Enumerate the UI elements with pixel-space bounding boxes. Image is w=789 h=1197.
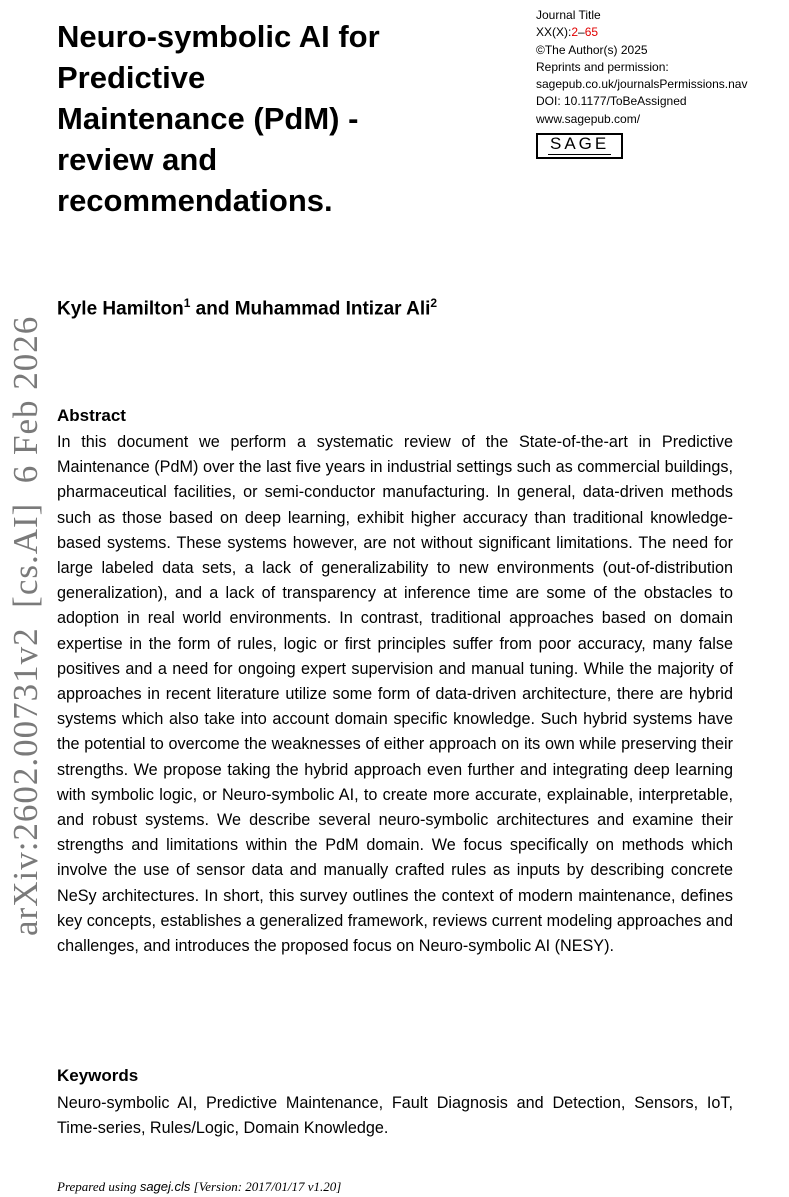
- paper-title: [57, 16, 380, 221]
- copyright-line: ©The Author(s) 2025: [536, 42, 648, 57]
- authors-connector: and: [190, 298, 235, 320]
- footer-version: [Version: 2017/01/17 v1.20]: [190, 1179, 342, 1194]
- footer-prefix: Prepared using: [57, 1179, 140, 1194]
- authors-line: [57, 296, 437, 320]
- title-line-4: review and: [57, 142, 218, 177]
- footer-note: [57, 1179, 341, 1195]
- permissions-url: sagepub.co.uk/journalsPermissions.nav: [536, 77, 748, 92]
- title-line-5: recommendations.: [57, 183, 333, 218]
- sage-logo-text: SAGE: [550, 134, 610, 154]
- title-line-1: Neuro-symbolic AI for: [57, 19, 380, 54]
- doi-line: DOI: 10.1177/ToBeAssigned: [536, 94, 687, 109]
- keywords-heading: Keywords: [57, 1066, 139, 1085]
- title-line-3: Maintenance (PdM) -: [57, 101, 359, 136]
- reprints-line: Reprints and permission:: [536, 59, 669, 74]
- journal-name: Journal Title: [536, 8, 601, 22]
- page-dash: –: [578, 25, 585, 40]
- volume-pages-line: [536, 24, 747, 41]
- publisher-url: www.sagepub.com/: [536, 111, 641, 126]
- page-start-link[interactable]: 2: [571, 25, 579, 40]
- author-1-affiliation-mark: 1: [183, 296, 191, 310]
- author-2-name: Muhammad Intizar Ali: [234, 298, 431, 320]
- keywords-body: Neuro-symbolic AI, Predictive Maintenance, Fault Diagnosis and Detection, Sensors, IoT, Time-series, Rules/Logic, Domain Knowledge.: [57, 1094, 733, 1138]
- volume-prefix: XX(X):: [536, 25, 572, 40]
- page-end-link[interactable]: 65: [584, 25, 599, 40]
- title-line-2: Predictive: [57, 60, 206, 95]
- arxiv-stamp: arXiv:2602.00731v2 [cs.AI] 6 Feb 2026: [6, 315, 45, 936]
- journal-info-block: [536, 7, 747, 159]
- abstract-heading: Abstract: [57, 406, 126, 425]
- footer-class-name: sagej.cls: [139, 1179, 191, 1194]
- sage-logo: [536, 133, 623, 159]
- author-1-name: Kyle Hamilton: [57, 298, 184, 320]
- author-2-affiliation-mark: 2: [430, 296, 438, 310]
- abstract-body: In this document we perform a systematic review of the State-of-the-art in Predictive Maintenance (PdM) over the last five years in industrial settings such as commercial buildings, pharmaceutical facilities, or semi-conductor manufacturing. In general, data-driven methods such as those based on deep learning, exhibit higher accuracy than traditional knowledge-based systems. These systems however, are not without significant limitations. The need for large labeled data sets, a lack of generalizability to new environments (out-of-distribution generalization), and a lack of transparency at inference time are some of the obstacles to adoption in real world environments. In contrast, traditional approaches based on domain expertise in the form of rules, logic or first principles suffer from poor accuracy, many false positives and a need for ongoing expert supervision and manual tuning. While the majority of approaches in recent literature utilize some form of data-driven architecture, there are hybrid systems which also take into account domain specific knowledge. Such hybrid systems have the potential to overcome the weaknesses of either approach on its own while preserving their strengths. We propose taking the hybrid approach even further and integrating deep learning with symbolic logic, or Neuro-symbolic AI, to create more accurate, explainable, interpretable, and robust systems. We describe several neuro-symbolic architectures and examine their strengths and limitations within the PdM domain. We focus specifically on methods which involve the use of sensor data and manually crafted rules as inputs by describing concrete NeSy architectures. In short, this survey outlines the context of modern maintenance, defines key concepts, establishes a generalized framework, reviews current modeling approaches and challenges, and introduces the proposed focus on Neuro-symbolic AI (NESY).: [57, 433, 733, 956]
